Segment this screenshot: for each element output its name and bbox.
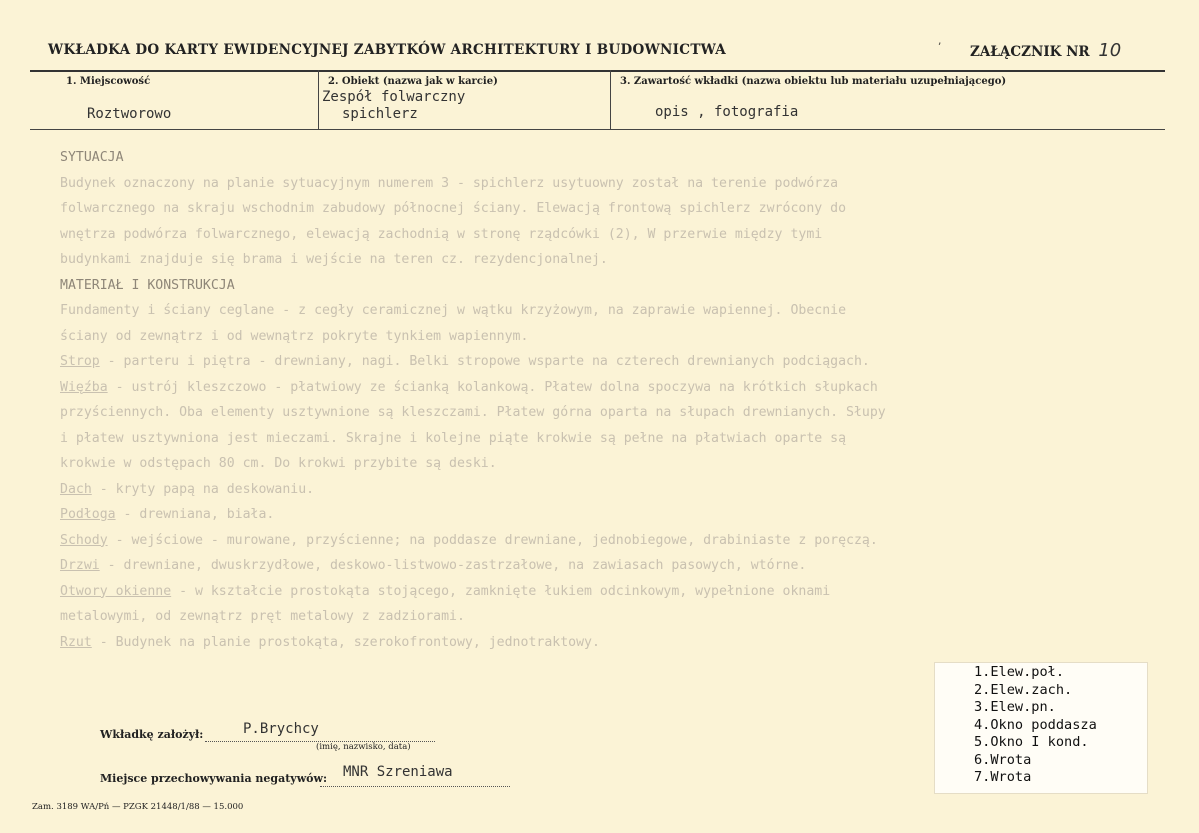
- top-rule: [30, 70, 1165, 72]
- photo-list-item: 4.Okno poddasza: [974, 716, 1097, 733]
- rzut-label: Rzut: [60, 634, 92, 650]
- strop-label: Strop: [60, 354, 100, 369]
- situation-line: budynkami znajduje się brama i wejście na teren cz. rezydencjonalnej.: [60, 252, 608, 267]
- material-heading: MATERIAŁ I KONSTRUKCJA: [60, 277, 235, 293]
- drzwi-line: [60, 553, 1120, 579]
- attachment-label: ZAŁĄCZNIK NR: [970, 44, 1090, 60]
- photo-list: [974, 664, 1097, 787]
- locality-label: 1. Miejscowość: [66, 76, 151, 87]
- drzwi-label: Drzwi: [60, 558, 100, 573]
- content-value: opis , fotografia: [655, 104, 799, 120]
- wiezba-line: krokwie w odstępach 80 cm. Do krokwi przybite są deski.: [60, 456, 497, 471]
- negatives-location-value: MNR Szreniawa: [343, 764, 453, 780]
- drzwi-text: - drewniane, dwuskrzydłowe, deskowo-listwowo-zastrzałowe, na zawiasach pasowych, wtórne.: [99, 558, 807, 573]
- negatives-location-label: Miejsce przechowywania negatywów:: [100, 772, 328, 785]
- form-title: WKŁADKA DO KARTY EWIDENCYJNEJ ZABYTKÓW ARCHITEKTURY I BUDOWNICTWA: [48, 42, 727, 58]
- photo-list-item: 3.Elew.pn.: [974, 699, 1056, 715]
- otwory-line: [60, 579, 1120, 605]
- negatives-location-line: [320, 785, 510, 787]
- margin-tick: ’: [938, 42, 942, 53]
- print-info: Zam. 3189 WA/Pń — PZGK 21448/1/88 — 15.000: [32, 802, 244, 812]
- dach-line: [60, 477, 1120, 503]
- content-label: 3. Zawartość wkładki (nazwa obiektu lub materiału uzupełniającego): [620, 76, 1007, 87]
- situation-line: folwarcznego na skraju wschodnim zabudowy północnej ściany. Elewacją frontową spichlerz zwrócony do: [60, 201, 847, 216]
- wiezba-text: - ustrój kleszczowo - płatwiowy ze ścianką kolankową. Płatew dolna spoczywa na krótkich słupkach: [107, 379, 878, 395]
- created-by-value: P.Brychcy: [243, 721, 319, 737]
- schody-text: - wejściowe - murowane, przyścienne; na poddasze drewniane, jednobiegowe, drabiniaste z poręczą.: [107, 532, 878, 548]
- wiezba-line: przyściennych. Oba elementy usztywnione są kleszczami. Płatew górna oparta na słupach drewnianych. Słupy: [60, 405, 886, 420]
- locality-value: Roztworowo: [87, 106, 172, 122]
- field-divider: [610, 70, 611, 130]
- material-line: Fundamenty i ściany ceglane - z cegły ceramicznej w wątku krzyżowym, na zaprawie wapiennej. Obecnie: [60, 303, 847, 318]
- situation-line: wnętrza podwórza folwarcznego, elewacją zachodnią w stronę rządcówki (2), W przerwie między tymi: [60, 226, 823, 242]
- material-line: ściany od zewnątrz i od wewnątrz pokryte tynkiem wapiennym.: [60, 328, 529, 344]
- photo-list-item: 5.Okno I kond.: [974, 734, 1089, 750]
- rzut-text: - Budynek na planie prostokąta, szerokofrontowy, jednotraktowy.: [91, 634, 600, 650]
- situation-heading: SYTUACJA: [60, 150, 124, 165]
- situation-line: Budynek oznaczony na planie sytuacyjnym numerem 3 - spichlerz usytuowny został na terenie podwórza: [60, 175, 839, 191]
- wiezba-label: Więźba: [60, 379, 108, 395]
- field-divider: [318, 70, 319, 130]
- otwory-line: metalowymi, od zewnątrz pręt metalowy z zadziorami.: [60, 609, 465, 624]
- podloga-line: [60, 502, 1120, 528]
- photo-list-item: 7.Wrota: [974, 769, 1032, 785]
- schody-line: [60, 528, 1120, 554]
- created-by-hint: (imię, nazwisko, data): [316, 742, 411, 752]
- dach-text: - kryty papą na deskowaniu.: [91, 481, 315, 497]
- object-label: 2. Obiekt (nazwa jak w karcie): [328, 76, 498, 87]
- attachment-number-value: 10: [1098, 40, 1122, 61]
- podloga-label: Podłoga: [60, 507, 116, 522]
- rzut-line: [60, 630, 1120, 656]
- photo-list-item: 2.Elew.zach.: [974, 681, 1073, 698]
- wiezba-line: i płatew usztywniona jest mieczami. Skrajne i kolejne piąte krokwie są pełne na płatwiach oparte są: [60, 430, 847, 446]
- photo-list-item: 6.Wrota: [974, 751, 1032, 768]
- dach-label: Dach: [60, 481, 92, 497]
- strop-text: - parteru i piętra - drewniany, nagi. Belki stropowe wsparte na czterech drewnianych podciągach.: [99, 354, 870, 369]
- podloga-text: - drewniana, biała.: [115, 507, 275, 522]
- strop-line: [60, 349, 1120, 375]
- attachment-number: [970, 40, 1121, 61]
- created-by-label: Wkładkę założył:: [100, 728, 204, 741]
- photo-list-item: 1.Elew.poł.: [974, 664, 1065, 680]
- description-body: [60, 145, 1120, 655]
- object-value-line1: Zespół folwarczny: [322, 89, 466, 105]
- schody-label: Schody: [60, 532, 108, 548]
- otwory-text: - w kształcie prostokąta stojącego, zamknięte łukiem odcinkowym, wypełnione oknami: [171, 583, 831, 599]
- otwory-label: Otwory okienne: [60, 583, 172, 599]
- wiezba-line: [60, 375, 1120, 401]
- fields-bottom-rule: [30, 129, 1165, 130]
- object-value-line2: spichlerz: [342, 106, 418, 122]
